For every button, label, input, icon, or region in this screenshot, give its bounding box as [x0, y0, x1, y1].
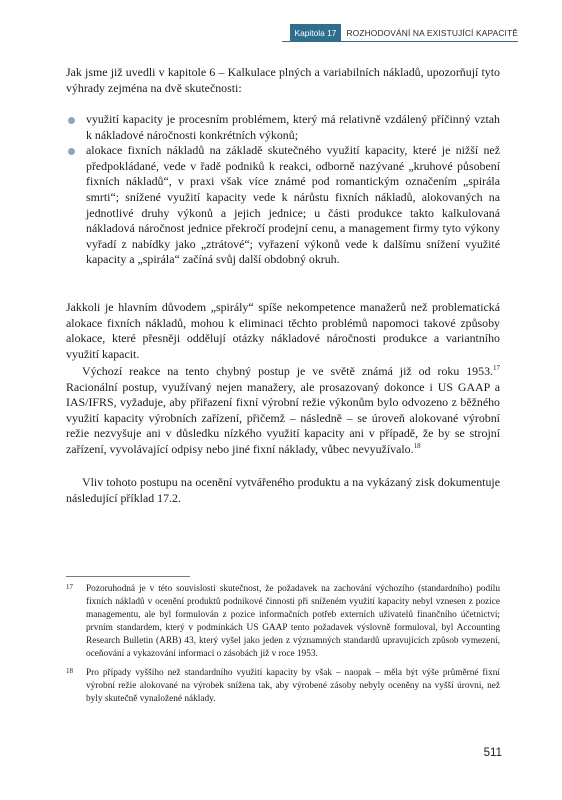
- footnotes: [66, 583, 500, 712]
- intro-paragraph: Jak jsme již uvedli v kapitole 6 – Kalkulace plných a variabilních nákladů, upozorňují tyto výhrady zejména na dvě skutečnosti:: [66, 65, 500, 95]
- list-item: využití kapacity je procesním problémem, který má relativně vzdálený příčinný vztah k nákladové náročnosti konkrétních výkonů;: [66, 112, 500, 143]
- footnote-number: 17: [66, 583, 73, 591]
- running-header: [290, 24, 518, 41]
- page-number: 511: [483, 747, 502, 759]
- header-rule: [282, 41, 518, 42]
- footnote-number: 18: [66, 667, 73, 675]
- paragraph-example: Vliv tohoto postupu na ocenění vytvářeného produktu a na vykázaný zisk dokumentuje následující příklad 17.2.: [66, 475, 500, 505]
- list-item: alokace fixních nákladů na základě skutečného využití kapacity, které je nižší než předpokládané, vede v řadě podniků k reakci, odborně nazývané „kruhové působení fixních nákladů“, v praxi však více známé pod romantickým označením „spirála smrti“; snížené využití kapacity vede k nárůstu fixních nákladů, alokovaných na jednotlivé druhy výkonů a jejich jednice; u části produkce takto kalkulovaná nákladová náročnost jednice překročí prodejní cenu, a management firmy tyto výkony vyřadí z nabídky jako „ztrátové“; vyřazení výkonů vede k dalšímu snížení využité kapacity a „spirála“ začíná svůj další obdobný okruh.: [66, 143, 500, 268]
- footnote: [66, 583, 500, 661]
- chapter-title: ROZHODOVÁNÍ NA EXISTUJÍCÍ KAPACITĚ: [346, 27, 518, 38]
- footnote-ref[interactable]: 17: [493, 364, 500, 373]
- chapter-label: Kapitola 17: [290, 24, 342, 41]
- paragraph-reaction: Výchozí reakce na tento chybný postup je ve světě známá již od roku 1953.17 Racionální postup, využívaný nejen manažery, ale prosazovaný dokonce i US GAAP a IAS/IFRS, vyžaduje, aby přiřazení fixní výrobní režie výkonům bylo odvozeno z běžného využití kapacity výrobních zařízení, přičemž – následně – se úroveň alokované výrobní režie nezvyšuje ani v důsledku nízkého využití kapacity ani v případě, že by se strojní zařízení, vyvolávající odpisy nebo jiné fixní náklady, vůbec nevyužívalo.$^{18}$: [66, 364, 500, 456]
- footnote-text: Pro případy vyššího než standardního využití kapacity by však – naopak – měla být výše průměrné fixní výrobní režie alokované na výrobek snížena tak, aby výrobené zásoby nebyly oceněny na vyšší úrovni, než byly skutečně vynaložené náklady.: [86, 668, 500, 704]
- bullet-icon: [68, 117, 75, 124]
- footnote-text: Pozoruhodná je v této souvislosti skutečnost, že požadavek na zachování výchozího (standardního) podílu fixních nákladů v ocenění produktů podnikové činnosti při sníženém využití kapacity nebyl vznesen z pozice managementu, ale byl formulován z pozice informačních potřeb externích uživatelů finančního účetnictví; prvním standardem, který v podmínkách US GAAP tento požadavek výslovně formuloval, byl Accounting Research Bulletin (ARB) 43, který vyšel jako jeden z významných standardů upravujících způsob vymezení, oceňování a vykazování informací o zásobách již v roce 1953.: [86, 584, 500, 659]
- footnote-ref[interactable]: 18: [413, 442, 421, 450]
- bullet-list: [66, 112, 500, 268]
- bullet-icon: [68, 148, 75, 155]
- footnote-divider: [66, 576, 190, 577]
- paragraph-spiral: Jakkoli je hlavním důvodem „spirály“ spíše nekompetence manažerů než problematická alokace fixních nákladů, mohou k eliminaci těchto problémů napomoci takové způsoby alokace, které přesněji oddělují otázky nákladové náročnosti produkce a variantního využití kapacit.: [66, 300, 500, 361]
- footnote: [66, 667, 500, 706]
